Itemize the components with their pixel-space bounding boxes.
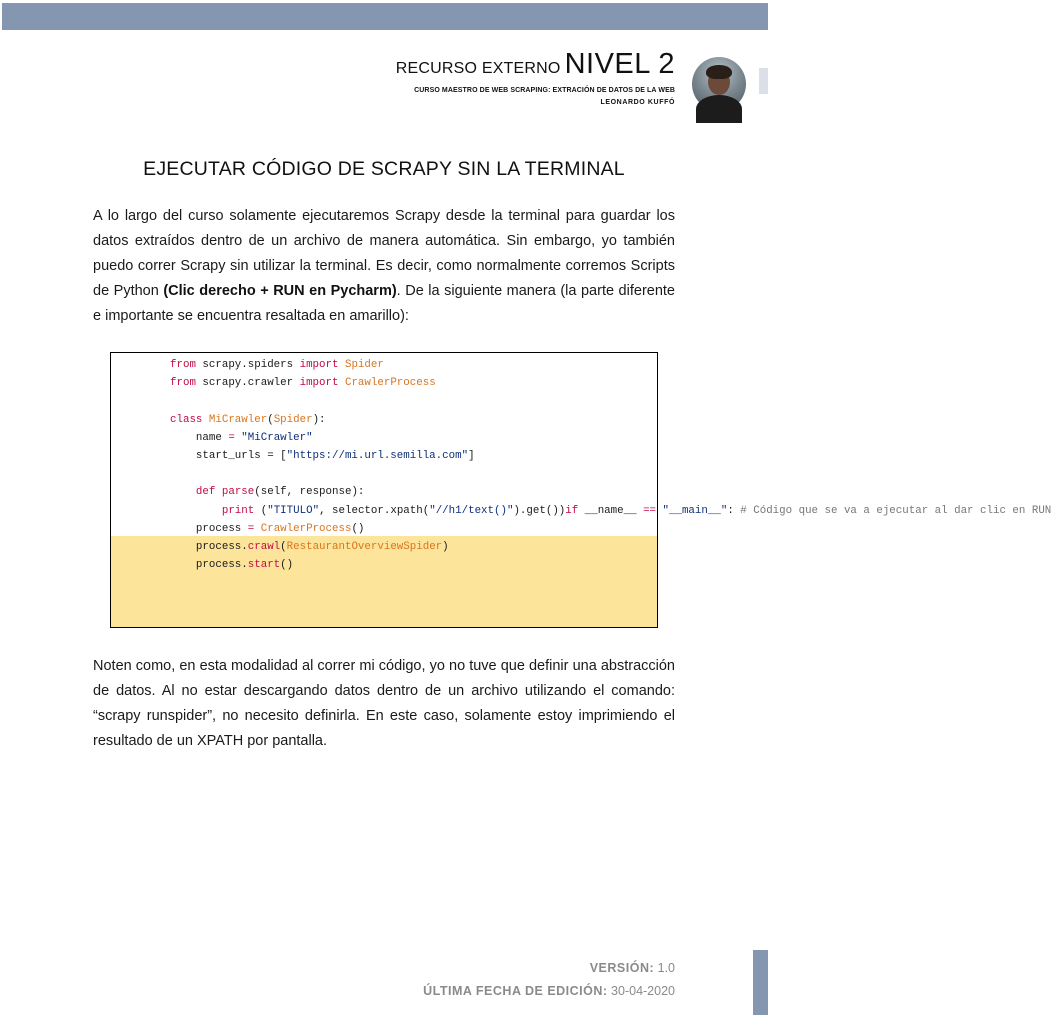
footer-version xyxy=(590,961,675,975)
code-line-5: name = "MiCrawler" xyxy=(170,431,313,444)
version-label: VERSIÓN: xyxy=(589,961,655,975)
header-title-line xyxy=(396,48,675,81)
document-header xyxy=(396,48,675,106)
document-title: EJECUTAR CÓDIGO DE SCRAPY SIN LA TERMINAL xyxy=(143,158,625,180)
avatar-hair-shape xyxy=(706,65,732,79)
code-line-4: class MiCrawler(Spider): xyxy=(170,413,326,426)
code-line-15: process.start() xyxy=(170,559,294,572)
footer-edit-date xyxy=(423,984,675,998)
intro-text-start: A lo largo del curso solamente ejecutaremos Scrapy desde la terminal para guardar los datos extraídos dentro de un archivo de manera automática. Sin embargo, yo también puedo correr Scrapy sin utilizar la terminal. Es decir, como normalmente corremos Scripts de Python xyxy=(93,208,675,299)
explanation-paragraph: Noten como, en esta modalidad al correr mi código, yo no tuve que definir una abstracción de datos. Al no estar descargando datos dentro de un archivo utilizando el comando: “scrapy runspider”, no necesito definirla. En este caso, solamente estoy imprimiendo el resultado de un XPATH por pantalla. xyxy=(93,658,675,749)
level-label: NIVEL 2 xyxy=(564,48,675,80)
code-listing: from scrapy.spiders import Spider from scrapy.crawler import CrawlerProcess class MiCrawler(Spider): name = "MiCrawler" start_urls = ["https://mi.url.semilla.com"] def parse(self, response): print ("TITULO", selector.xpath("//h1/text()").get())if __name__ == "__main__": # Código que se va a ejecutar al dar clic en RUN process = CrawlerProcess() process.crawl(RestaurantOverviewSpider) process.start() xyxy=(170,359,1051,572)
code-line-6: start_urls = ["https://mi.url.semilla.com"] xyxy=(170,450,475,463)
course-name: CURSO MAESTRO DE WEB SCRAPING: EXTRACIÓN DE DATOS DE LA WEB xyxy=(414,87,675,94)
intro-bold-text: (Clic derecho + RUN en Pycharm) xyxy=(163,283,397,299)
author-name: LEONARDO KUFFÓ xyxy=(600,99,675,106)
code-line-13: process = CrawlerProcess() xyxy=(170,522,365,535)
code-line-8: def parse(self, response): xyxy=(195,486,365,499)
edit-date-value: 30-04-2020 xyxy=(607,984,675,998)
code-block xyxy=(110,352,1051,628)
author-avatar xyxy=(692,57,746,111)
code-line-14: process.crawl(RestaurantOverviewSpider) xyxy=(170,541,449,554)
code-line-9: print ("TITULO", selector.xpath("//h1/text()").get()) xyxy=(221,504,566,517)
code-line-2: from scrapy.crawler import CrawlerProcess xyxy=(170,377,436,390)
side-tab-decoration xyxy=(759,68,768,94)
top-banner-bar xyxy=(2,3,768,30)
edit-date-label: ÚLTIMA FECHA DE EDICIÓN: xyxy=(423,984,608,998)
intro-paragraph xyxy=(93,204,675,329)
avatar-body-shape xyxy=(696,95,742,123)
code-line-1: from scrapy.spiders import Spider xyxy=(170,359,384,371)
resource-label: RECURSO EXTERNO xyxy=(395,60,561,77)
side-tab-bottom-decoration xyxy=(753,950,768,1015)
version-value: 1.0 xyxy=(654,961,675,975)
intro-text-end: . De la siguiente manera (la parte diferente e importante se encuentra resaltada en amarillo): xyxy=(93,283,675,324)
